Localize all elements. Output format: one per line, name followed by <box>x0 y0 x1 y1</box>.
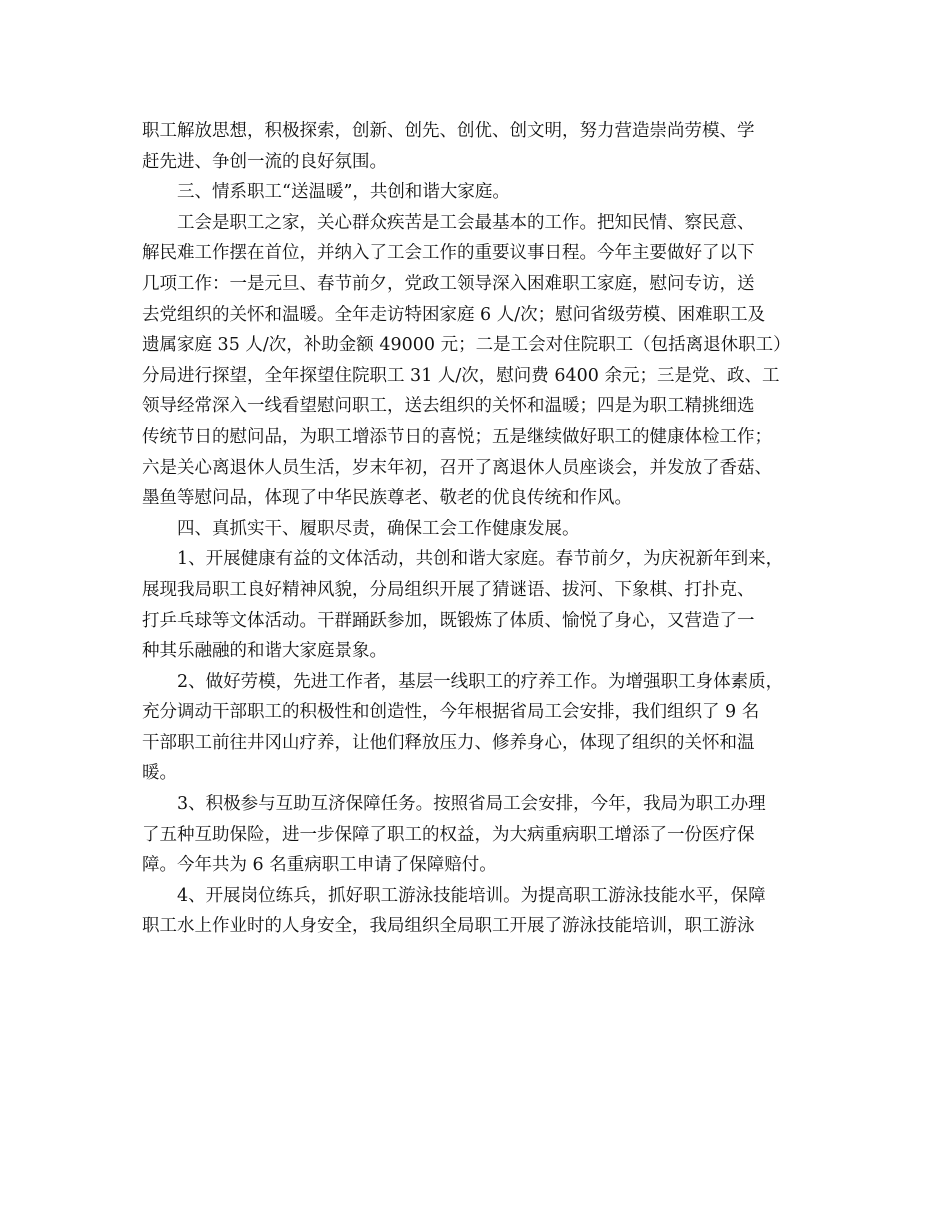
text-line: 了五种互助保险，进一步保障了职工的权益，为大病重病职工增添了一份医疗保 <box>142 824 755 845</box>
text-line: 六是关心离退休人员生活，岁末年初，召开了离退休人员座谈会，并发放了香菇、 <box>142 457 772 478</box>
text-line: 种其乐融融的和谐大家庭景象。 <box>142 641 387 662</box>
text-line: 解民难工作摆在首位，并纳入了工会工作的重要议事日程。今年主要做好了以下 <box>142 243 755 264</box>
text-line: 几项工作：一是元旦、春节前夕，党政工领导深入困难职工家庭，慰问专访，送 <box>142 273 755 294</box>
text-line: 4、开展岗位练兵，抓好职工游泳技能培训。为提高职工游泳技能水平，保障 <box>177 885 766 906</box>
document-body <box>142 116 812 942</box>
text-line: 去党组织的关怀和温暖。全年走访特困家庭 6 人/次；慰问省级劳模、困难职工及 <box>142 304 766 325</box>
text-line: 三、情系职工“送温暖”，共创和谐大家庭。 <box>177 182 510 203</box>
text-line: 展现我局职工良好精神风貌，分局组织开展了猜谜语、拔河、下象棋、打扑克、 <box>142 579 755 600</box>
text-line: 分局进行探望，全年探望住院职工 31 人/次，慰问费 6400 余元；三是党、政、工 <box>142 365 780 386</box>
text-line: 职工水上作业时的人身安全，我局组织全局职工开展了游泳技能培训，职工游泳 <box>142 916 755 937</box>
text-line: 工会是职工之家，关心群众疾苦是工会最基本的工作。把知民情、察民意、 <box>177 212 755 233</box>
text-line: 2、做好劳模，先进工作者，基层一线职工的疗养工作。为增强职工身体素质， <box>177 671 784 692</box>
text-line: 赶先进、争创一流的良好氛围。 <box>142 151 387 172</box>
text-line: 障。今年共为 6 名重病职工申请了保障赔付。 <box>142 855 497 876</box>
text-line: 干部职工前往井冈山疗养，让他们释放压力、修养身心，体现了组织的关怀和温 <box>142 732 755 753</box>
text-line: 1、开展健康有益的文体活动，共创和谐大家庭。春节前夕，为庆祝新年到来， <box>177 549 784 570</box>
text-line: 四、真抓实干、履职尽责，确保工会工作健康发展。 <box>177 518 580 539</box>
text-line: 职工解放思想，积极探索，创新、创先、创优、创文明，努力营造崇尚劳模、学 <box>142 121 755 141</box>
text-line: 打乒乓球等文体活动。干群踊跃参加，既锻炼了体质、愉悦了身心，又营造了一 <box>142 610 755 631</box>
text-line: 遗属家庭 35 人/次，补助金额 49000 元；二是工会对住院职工（包括离退休职工） <box>142 335 791 356</box>
text-line: 3、积极参与互助互济保障任务。按照省局工会安排，今年，我局为职工办理 <box>177 794 766 815</box>
text-line: 墨鱼等慰问品，体现了中华民族尊老、敬老的优良传统和作风。 <box>142 488 632 509</box>
text-line: 充分调动干部职工的积极性和创造性，今年根据省局工会安排，我们组织了 9 名 <box>142 702 760 723</box>
text-line: 传统节日的慰问品，为职工增添节日的喜悦；五是继续做好职工的健康体检工作； <box>142 426 772 447</box>
text-line: 暖。 <box>142 763 177 784</box>
text-line: 领导经常深入一线看望慰问职工，送去组织的关怀和温暖；四是为职工精挑细选 <box>142 396 755 417</box>
